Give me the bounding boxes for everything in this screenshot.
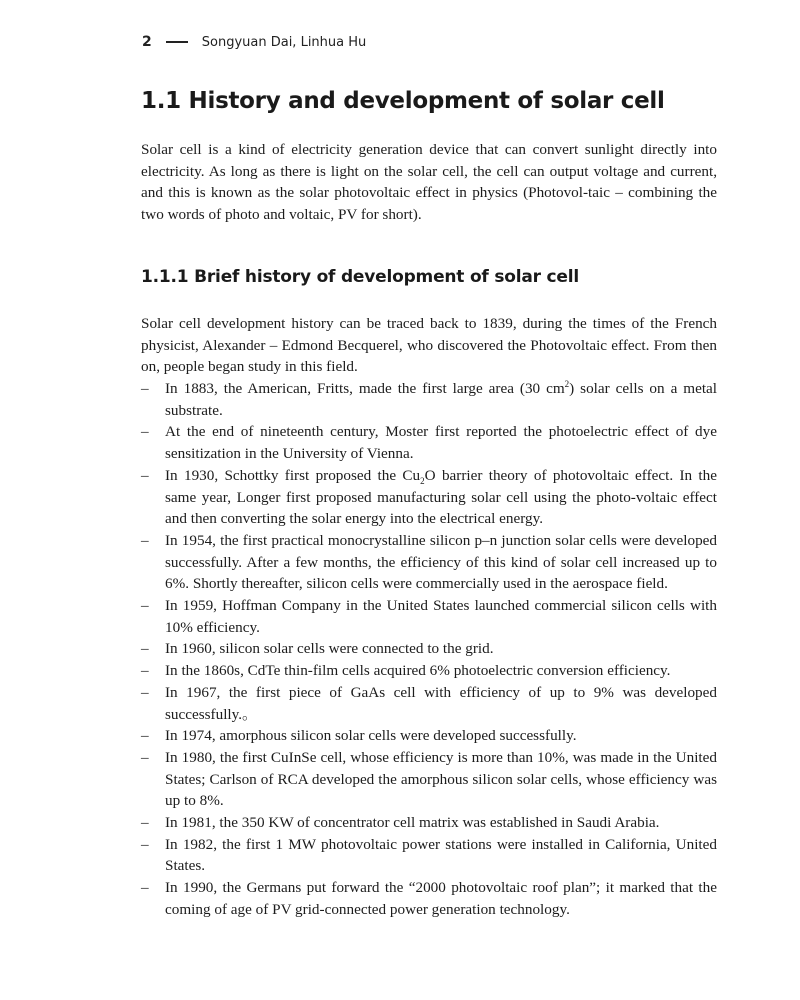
subsection-title: 1.1.1 Brief history of development of solar cell (141, 267, 579, 287)
list-item: – In 1967, the first piece of GaAs cell with efficiency of up to 9% was developed successfully.。 (141, 683, 717, 723)
header-dash-divider (166, 41, 188, 43)
authors: Songyuan Dai, Linhua Hu (201, 34, 367, 50)
list-item: – In the 1860s, CdTe thin-film cells acquired 6% photoelectric conversion efficiency. (141, 660, 717, 682)
dash-bullet: – (141, 531, 149, 549)
dash-bullet: – (141, 748, 149, 766)
dash-bullet: – (141, 879, 149, 897)
list-item: – At the end of nineteenth century, Moster first reported the photoelectric effect of dye sensitization in the University of Vienna. (141, 423, 717, 463)
dash-bullet: – (141, 640, 149, 658)
history-timeline-list (141, 378, 717, 921)
dash-bullet: – (141, 727, 149, 745)
dash-bullet: – (141, 380, 149, 397)
dash-bullet: – (141, 835, 149, 853)
list-item: – In 1990, the Germans put forward the “2000 photovoltaic roof plan”; it marked that the coming of age of PV grid-connected power generation technology. (141, 879, 717, 918)
subsection-intro-paragraph: Solar cell development history can be traced back to 1839, during the times of the French physicist, Alexander – Edmond Becquerel, who discovered the Photovoltaic effect. From then on, people began study in this field. (141, 315, 717, 376)
list-item: – In 1954, the first practical monocrystalline silicon p–n junction solar cells were developed successfully. After a few months, the efficiency of this kind of solar cell increased up to 6%. Shortly thereafter, silicon cells were commercially used in the aerospace field. (141, 531, 717, 593)
section-title: 1.1 History and development of solar cell (141, 88, 665, 114)
list-item: – In 1883, the American, Fritts, made the first large area (30 $cm^2$) solar cells on a metal substrate. (141, 378, 718, 419)
section-intro-paragraph: Solar cell is a kind of electricity generation device that can convert sunlight directly into electricity. As long as there is light on the solar cell, the cell can output voltage and current, and this is known as the solar photovoltaic effect in physics (Photovol-taic – combining the two words of photo and voltaic, PV for short). (141, 141, 717, 224)
dash-bullet: – (141, 683, 149, 701)
running-header (142, 34, 366, 50)
list-item: – In 1930, Schottky first proposed the $Cu_2O$ barrier theory of photovoltaic effect. In the same year, Longer first proposed manufacturing solar cell using the photo-voltaic effect and then converting the solar energy into the electrical energy. (141, 466, 717, 528)
dash-bullet: – (141, 466, 149, 484)
list-item: – In 1974, amorphous silicon solar cells were developed successfully. (141, 725, 717, 747)
dash-bullet: – (141, 662, 149, 680)
page-number: 2 (142, 34, 152, 50)
dash-bullet: – (141, 423, 149, 441)
list-item: – In 1960, silicon solar cells were connected to the grid. (141, 638, 717, 660)
list-item: – In 1980, the first CuInSe cell, whose efficiency is more than 10%, was made in the United States; Carlson of RCA developed the amorphous silicon solar cells, whose efficiency was up to 8%. (141, 748, 717, 810)
dash-bullet: – (141, 597, 149, 615)
list-item: – In 1981, the 350 KW of concentrator cell matrix was established in Saudi Arabia. (141, 812, 717, 834)
list-item: – In 1959, Hoffman Company in the United States launched commercial silicon cells with 10% efficiency. (141, 597, 717, 636)
list-item: – In 1982, the first 1 MW photovoltaic power stations were installed in California, United States. (141, 835, 717, 875)
dash-bullet: – (141, 814, 149, 832)
